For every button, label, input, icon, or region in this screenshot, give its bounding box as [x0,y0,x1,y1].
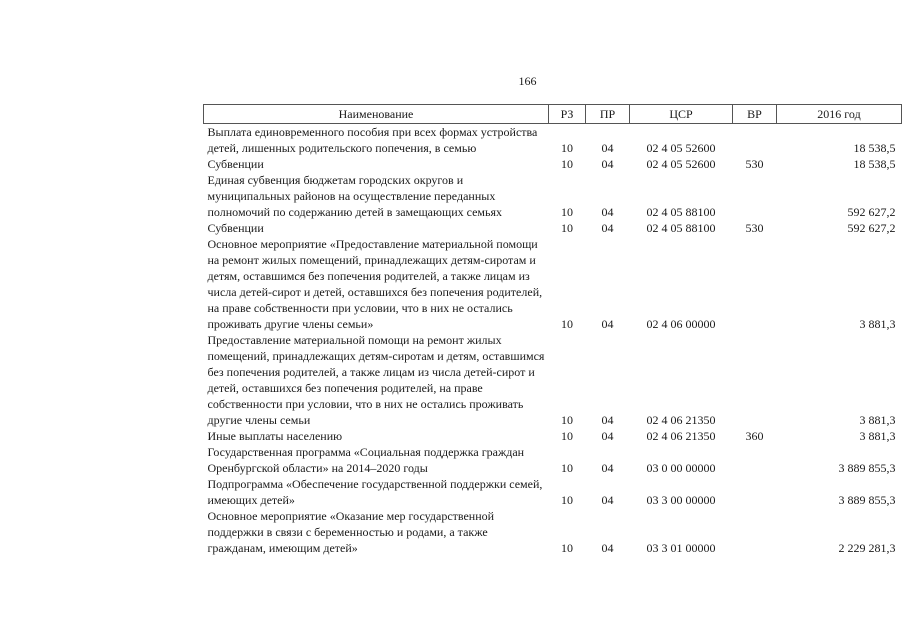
table-row [204,236,902,332]
header-csr: ЦСР [630,105,733,124]
row-name: Субвенции [207,157,264,171]
row-pr: 04 [601,157,614,171]
row-sum: 3 881,3 [859,413,896,427]
row-name: Предоставление материальной помощи на ремонт жилых помещений, принадлежащих детям-сиротам и детям, оставшимся без попечения родителей, а также лицам из числа детей-сирот и детей, оставшихся без попечения родителей, на праве собственности при условии, что в них не остались проживать другие члены семьи [207,333,545,427]
row-rz: 10 [561,541,573,555]
row-vr: 360 [745,429,764,443]
row-name: Государственная программа «Социальная поддержка граждан Оренбургской области» на 2014–2020 годы [207,445,525,475]
row-sum: 2 229 281,3 [838,541,896,555]
row-sum: 3 889 855,3 [838,493,896,507]
table-header-row [204,105,902,124]
row-vr: 530 [745,221,764,235]
row-name: Подпрограмма «Обеспечение государственной поддержки семей, имеющих детей» [207,477,543,507]
row-rz: 10 [561,221,573,235]
row-vr [733,172,777,220]
row-pr: 04 [601,221,614,235]
row-rz: 10 [561,429,573,443]
row-vr [733,124,777,157]
row-name: Субвенции [207,221,264,235]
row-vr [733,332,777,428]
row-name: Выплата единовременного пособия при всех формах устройства детей, лишенных родительского попечения, в семью [207,125,538,155]
row-vr: 530 [745,157,764,171]
table-row [204,332,902,428]
row-pr: 04 [601,541,614,555]
table-row [204,508,902,556]
budget-table [203,104,902,556]
row-name: Основное мероприятие «Оказание мер государственной поддержки в связи с беременностью и родами, а также гражданам, имеющим детей» [207,509,495,555]
row-rz: 10 [561,157,573,171]
row-name: Единая субвенция бюджетам городских округов и муниципальных районов на осуществление переданных полномочий по содержанию детей в замещающих семьях [207,173,503,219]
row-csr: 02 4 05 52600 [646,157,716,171]
table-row [204,444,902,476]
row-csr: 02 4 06 21350 [646,429,716,443]
table-row [204,156,902,172]
page-number: 166 [518,74,537,88]
row-csr: 02 4 05 88100 [646,221,716,235]
row-csr: 03 3 01 00000 [646,541,716,555]
row-pr: 04 [601,493,614,507]
row-rz: 10 [561,317,573,331]
header-sum: 2016 год [777,105,902,124]
row-vr [733,476,777,508]
header-name: Наименование [204,105,549,124]
row-csr: 02 4 05 88100 [646,205,716,219]
header-vr: ВР [733,105,777,124]
row-rz: 10 [561,493,573,507]
row-rz: 10 [561,205,573,219]
row-sum: 592 627,2 [847,205,896,219]
row-csr: 03 0 00 00000 [646,461,716,475]
row-vr [733,444,777,476]
row-pr: 04 [601,141,614,155]
row-csr: 02 4 06 21350 [646,413,716,427]
row-pr: 04 [601,429,614,443]
row-pr: 04 [601,317,614,331]
table-row [204,172,902,220]
row-sum: 18 538,5 [853,141,896,155]
row-sum: 592 627,2 [847,221,896,235]
header-rz: РЗ [549,105,586,124]
row-sum: 3 881,3 [859,429,896,443]
row-vr [733,508,777,556]
row-name: Иные выплаты населению [207,429,343,443]
row-sum: 3 881,3 [859,317,896,331]
row-name: Основное мероприятие «Предоставление материальной помощи на ремонт жилых помещений, принадлежащих детям-сиротам и детям, оставшимся без попечения родителей, а также лицам из числа детей-сирот и детей, оставшихся без попечения родителей, на праве собственности при условии, что в них не остались проживать другие члены семьи» [207,237,543,331]
header-pr: ПР [586,105,630,124]
table-row [204,428,902,444]
row-rz: 10 [561,413,573,427]
row-csr: 02 4 05 52600 [646,141,716,155]
row-rz: 10 [561,461,573,475]
row-rz: 10 [561,141,573,155]
row-sum: 3 889 855,3 [838,461,896,475]
row-pr: 04 [601,205,614,219]
table-row [204,124,902,157]
row-vr [733,236,777,332]
row-pr: 04 [601,461,614,475]
table-row [204,220,902,236]
table-row [204,476,902,508]
row-csr: 02 4 06 00000 [646,317,716,331]
row-csr: 03 3 00 00000 [646,493,716,507]
row-pr: 04 [601,413,614,427]
row-sum: 18 538,5 [853,157,896,171]
